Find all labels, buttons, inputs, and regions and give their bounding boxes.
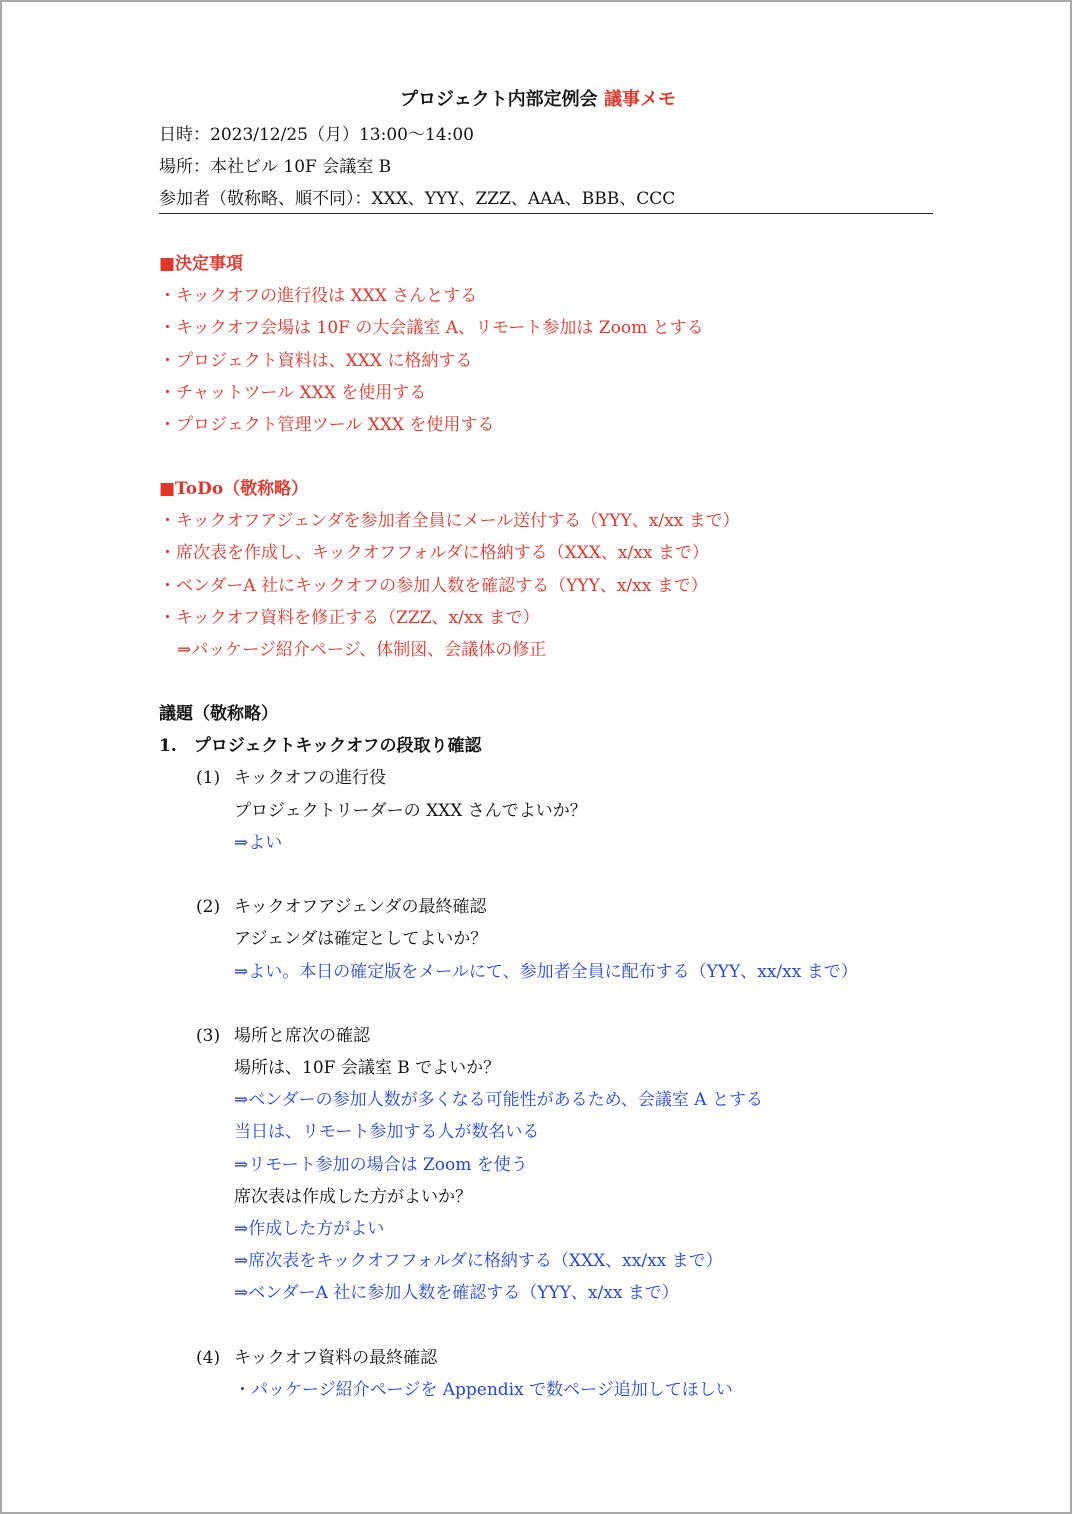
todo-item: ・ベンダーA 社にキックオフの参加人数を確認する（YYY、x/xx まで）: [159, 575, 708, 596]
meeting-datetime: 日時：2023/12/25（月）13:00〜14:00: [159, 125, 474, 145]
subitem-answer: ⇒よい: [234, 832, 283, 853]
subitem-title: キックオフの進行役: [234, 768, 387, 789]
todo-item: ・キックオフ資料を修正する（ZZZ、x/xx まで）: [159, 607, 540, 628]
agenda-subitem-2: [159, 891, 959, 988]
subitem-question: アジェンダは確定としてよいか？: [234, 929, 488, 950]
todo-heading: ■ToDo（敬称略）: [159, 479, 309, 499]
decisions-heading: ■決定事項: [159, 254, 244, 274]
todo-item: ・席次表を作成し、キックオフフォルダに格納する（XXX、x/xx まで）: [159, 543, 709, 564]
decisions-section: [159, 248, 959, 441]
subitem-answer: ⇒リモート参加の場合は Zoom を使う: [234, 1154, 528, 1175]
decision-item: ・チャットツール XXX を使用する: [159, 382, 427, 403]
decision-item: ・キックオフ会場は 10F の大会議室 A、リモート参加は Zoom とする: [159, 318, 704, 339]
decision-item: ・プロジェクト管理ツール XXX を使用する: [159, 414, 495, 435]
decision-item: ・キックオフの進行役は XXX さんとする: [159, 286, 478, 307]
agenda-section: [159, 698, 959, 1406]
subitem-question: プロジェクトリーダーの XXX さんでよいか？: [234, 800, 587, 821]
subitem-question: 席次表は作成した方がよいか？: [234, 1186, 472, 1207]
subitem-answer: 当日は、リモート参加する人が数名いる: [234, 1122, 540, 1143]
agenda-subitem-1: [159, 762, 959, 859]
page-title: [2, 87, 1072, 113]
todo-item: ・キックオフアジェンダを参加者全員にメール送付する（YYY、x/xx まで）: [159, 511, 740, 532]
header-divider: [159, 213, 933, 214]
agenda-subitem-4: [159, 1342, 959, 1406]
meeting-meta: [159, 119, 933, 215]
subitem-title: 場所と席次の確認: [234, 1025, 370, 1046]
subitem-answer: ⇒よい。本日の確定版をメールにて、参加者全員に配布する（YYY、xx/xx まで）: [234, 961, 858, 982]
todo-note: ⇒パッケージ紹介ページ、体制図、会議体の修正: [177, 639, 547, 660]
subitem-number: (3): [196, 1025, 221, 1046]
meeting-participants: 参加者（敬称略、順不同）：XXX、YYY、ZZZ、AAA、BBB、CCC: [159, 189, 676, 209]
subitem-answer: ⇒作成した方がよい: [234, 1219, 385, 1239]
subitem-answer: ⇒席次表をキックオフフォルダに格納する（XXX、xx/xx まで）: [234, 1251, 723, 1272]
meeting-place: 場所：本社ビル 10F 会議室 B: [159, 157, 392, 177]
subitem-answer: ⇒ベンダーA 社に参加人数を確認する（YYY、x/xx まで）: [234, 1283, 679, 1304]
agenda-item-title: 1. プロジェクトキックオフの段取り確認: [159, 736, 482, 757]
todo-section: [159, 473, 959, 666]
agenda-heading: 議題（敬称略）: [159, 704, 278, 724]
subitem-title: キックオフアジェンダの最終確認: [234, 897, 487, 918]
subitem-number: (1): [196, 768, 221, 789]
subitem-answer: ・パッケージ紹介ページを Appendix で数ページ追加してほしい: [234, 1379, 733, 1400]
subitem-number: (2): [196, 897, 221, 918]
title-accent: 議事メモ: [603, 89, 676, 110]
subitem-question: 場所は、10F 会議室 B でよいか？: [234, 1058, 501, 1079]
subitem-title: キックオフ資料の最終確認: [234, 1347, 438, 1368]
subitem-number: (4): [196, 1347, 221, 1368]
agenda-subitem-3: [159, 1020, 959, 1310]
decision-item: ・プロジェクト資料は、XXX に格納する: [159, 350, 473, 371]
subitem-answer: ⇒ベンダーの参加人数が多くなる可能性があるため、会議室 A とする: [234, 1090, 763, 1111]
title-main: プロジェクト内部定例会: [400, 89, 598, 110]
